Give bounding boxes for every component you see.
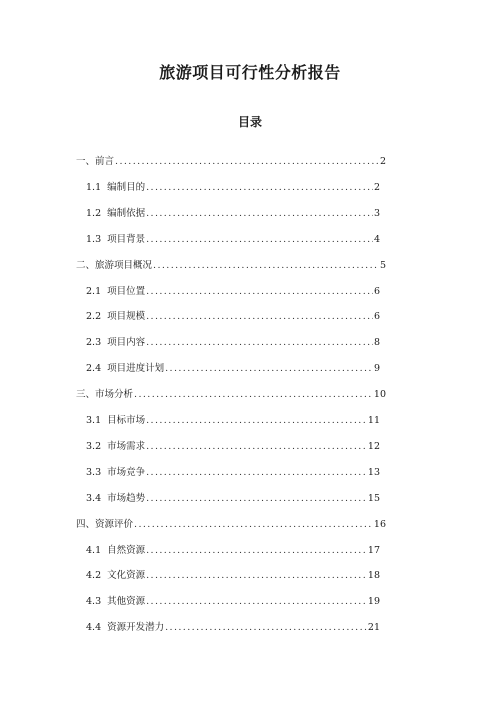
toc-entry-label: 项目位置 — [107, 285, 146, 297]
document-title: 旅游项目可行性分析报告 — [159, 63, 341, 82]
toc-entry-page: 21 — [367, 622, 380, 634]
toc-leader-dots — [146, 337, 373, 349]
toc-entry-label: 市场趋势 — [107, 492, 146, 504]
toc-entry-label: 前言 — [95, 156, 115, 167]
toc-leader-dots — [146, 415, 367, 427]
toc-leader-dots — [134, 519, 373, 531]
toc-entry-page: 8 — [373, 337, 380, 349]
toc-leader-dots — [146, 441, 367, 453]
toc-leader-dots — [146, 570, 367, 582]
toc-entry-number: 3.1 — [86, 415, 102, 426]
toc-leader-dots — [115, 156, 379, 168]
toc-entry-number: 2.3 — [86, 337, 102, 349]
toc-entry-page: 12 — [367, 440, 380, 452]
toc-entry[interactable] — [86, 182, 380, 194]
toc-entry-label: 项目背景 — [107, 233, 146, 245]
toc-entry-page: 19 — [367, 596, 380, 608]
toc-entry-page: 16 — [373, 518, 386, 530]
toc-entry[interactable] — [76, 156, 386, 168]
toc-entry-number: 4.1 — [86, 544, 102, 556]
toc-entry-page: 5 — [379, 259, 386, 271]
toc-entry-page: 18 — [367, 570, 380, 582]
toc-entry-number: 二、 — [76, 259, 96, 271]
toc-entry-label: 其他资源 — [107, 596, 146, 608]
toc-entry-page: 13 — [367, 466, 380, 478]
toc-entry[interactable] — [86, 311, 380, 323]
toc-leader-dots — [146, 311, 373, 323]
toc-leader-dots — [134, 389, 373, 401]
toc-entry-page: 15 — [367, 492, 380, 504]
toc-entry[interactable] — [86, 570, 380, 582]
toc-entry-page: 6 — [373, 285, 380, 297]
toc-entry-number: 2.2 — [86, 311, 102, 323]
toc-entry-number: 四、 — [76, 518, 96, 530]
toc-entry-label: 自然资源 — [107, 544, 146, 556]
toc-entry-label: 编制依据 — [107, 207, 146, 219]
toc-entry[interactable] — [86, 208, 380, 220]
toc-leader-dots — [146, 545, 367, 557]
toc-entry-page: 17 — [367, 544, 380, 556]
toc-entry[interactable] — [86, 363, 380, 375]
toc-entry[interactable] — [86, 234, 380, 246]
toc-entry[interactable] — [86, 596, 380, 608]
toc-entry-label: 文化资源 — [107, 570, 146, 582]
toc-leader-dots — [146, 234, 373, 246]
toc-entry-number: 2.1 — [86, 285, 102, 297]
toc-leader-dots — [165, 622, 367, 634]
toc-entry-number: 3.2 — [86, 440, 102, 452]
toc-entry[interactable] — [86, 467, 380, 479]
toc-leader-dots — [146, 493, 367, 505]
toc-entry-page: 10 — [373, 389, 386, 401]
toc-entry-label: 目标市场 — [107, 415, 146, 426]
toc-leader-dots — [153, 260, 379, 272]
toc-leader-dots — [146, 208, 373, 220]
toc-entry-number: 4.4 — [86, 622, 102, 634]
toc-entry-number: 2.4 — [86, 363, 102, 375]
toc-entry-label: 资源评价 — [95, 518, 134, 530]
toc-heading: 目录 — [237, 115, 262, 129]
toc-entry-page: 2 — [379, 156, 386, 167]
toc-entry[interactable] — [86, 545, 380, 557]
toc-entry-label: 编制目的 — [107, 181, 146, 193]
toc-entry-label: 旅游项目概况 — [95, 259, 153, 271]
toc-entry[interactable] — [86, 493, 380, 505]
toc-entry-page: 6 — [373, 311, 380, 323]
toc-entry-label: 资源开发潜力 — [107, 622, 165, 634]
toc-leader-dots — [146, 596, 367, 608]
toc-entry-label: 项目内容 — [107, 337, 146, 349]
toc-entry[interactable] — [76, 519, 386, 531]
toc-entry[interactable] — [76, 260, 386, 272]
toc-leader-dots — [146, 467, 367, 479]
toc-entry-number: 1.3 — [86, 233, 102, 245]
toc-entry-page: 4 — [373, 233, 380, 245]
toc-entry-number: 4.2 — [86, 570, 102, 582]
toc-entry-label: 市场竞争 — [107, 466, 146, 478]
toc-entry-page: 2 — [373, 181, 380, 193]
toc-entry[interactable] — [76, 389, 386, 401]
toc-entry-label: 市场需求 — [107, 440, 146, 452]
toc-entry[interactable] — [86, 415, 380, 427]
toc-entry-label: 市场分析 — [95, 389, 134, 401]
toc-entry-page: 9 — [373, 363, 380, 375]
toc-entry[interactable] — [86, 441, 380, 453]
toc-entry[interactable] — [86, 337, 380, 349]
toc-entry-number: 3.4 — [86, 492, 102, 504]
toc-leader-dots — [146, 286, 373, 298]
toc-leader-dots — [165, 363, 373, 375]
toc-entry-page: 3 — [373, 207, 380, 219]
toc-entry-number: 1.1 — [86, 181, 102, 193]
toc-entry-label: 项目规模 — [107, 311, 146, 323]
toc-entry-number: 1.2 — [86, 207, 102, 219]
toc-entry-number: 3.3 — [86, 466, 102, 478]
toc-entry-number: 4.3 — [86, 596, 102, 608]
toc-entry-number: 三、 — [76, 389, 96, 401]
toc-leader-dots — [146, 182, 373, 194]
toc-entry-page: 11 — [367, 415, 380, 426]
toc-entry[interactable] — [86, 286, 380, 298]
toc-entry-label: 项目进度计划 — [107, 363, 165, 375]
toc-entry-number: 一、 — [76, 156, 96, 167]
toc-entry[interactable] — [86, 622, 380, 634]
